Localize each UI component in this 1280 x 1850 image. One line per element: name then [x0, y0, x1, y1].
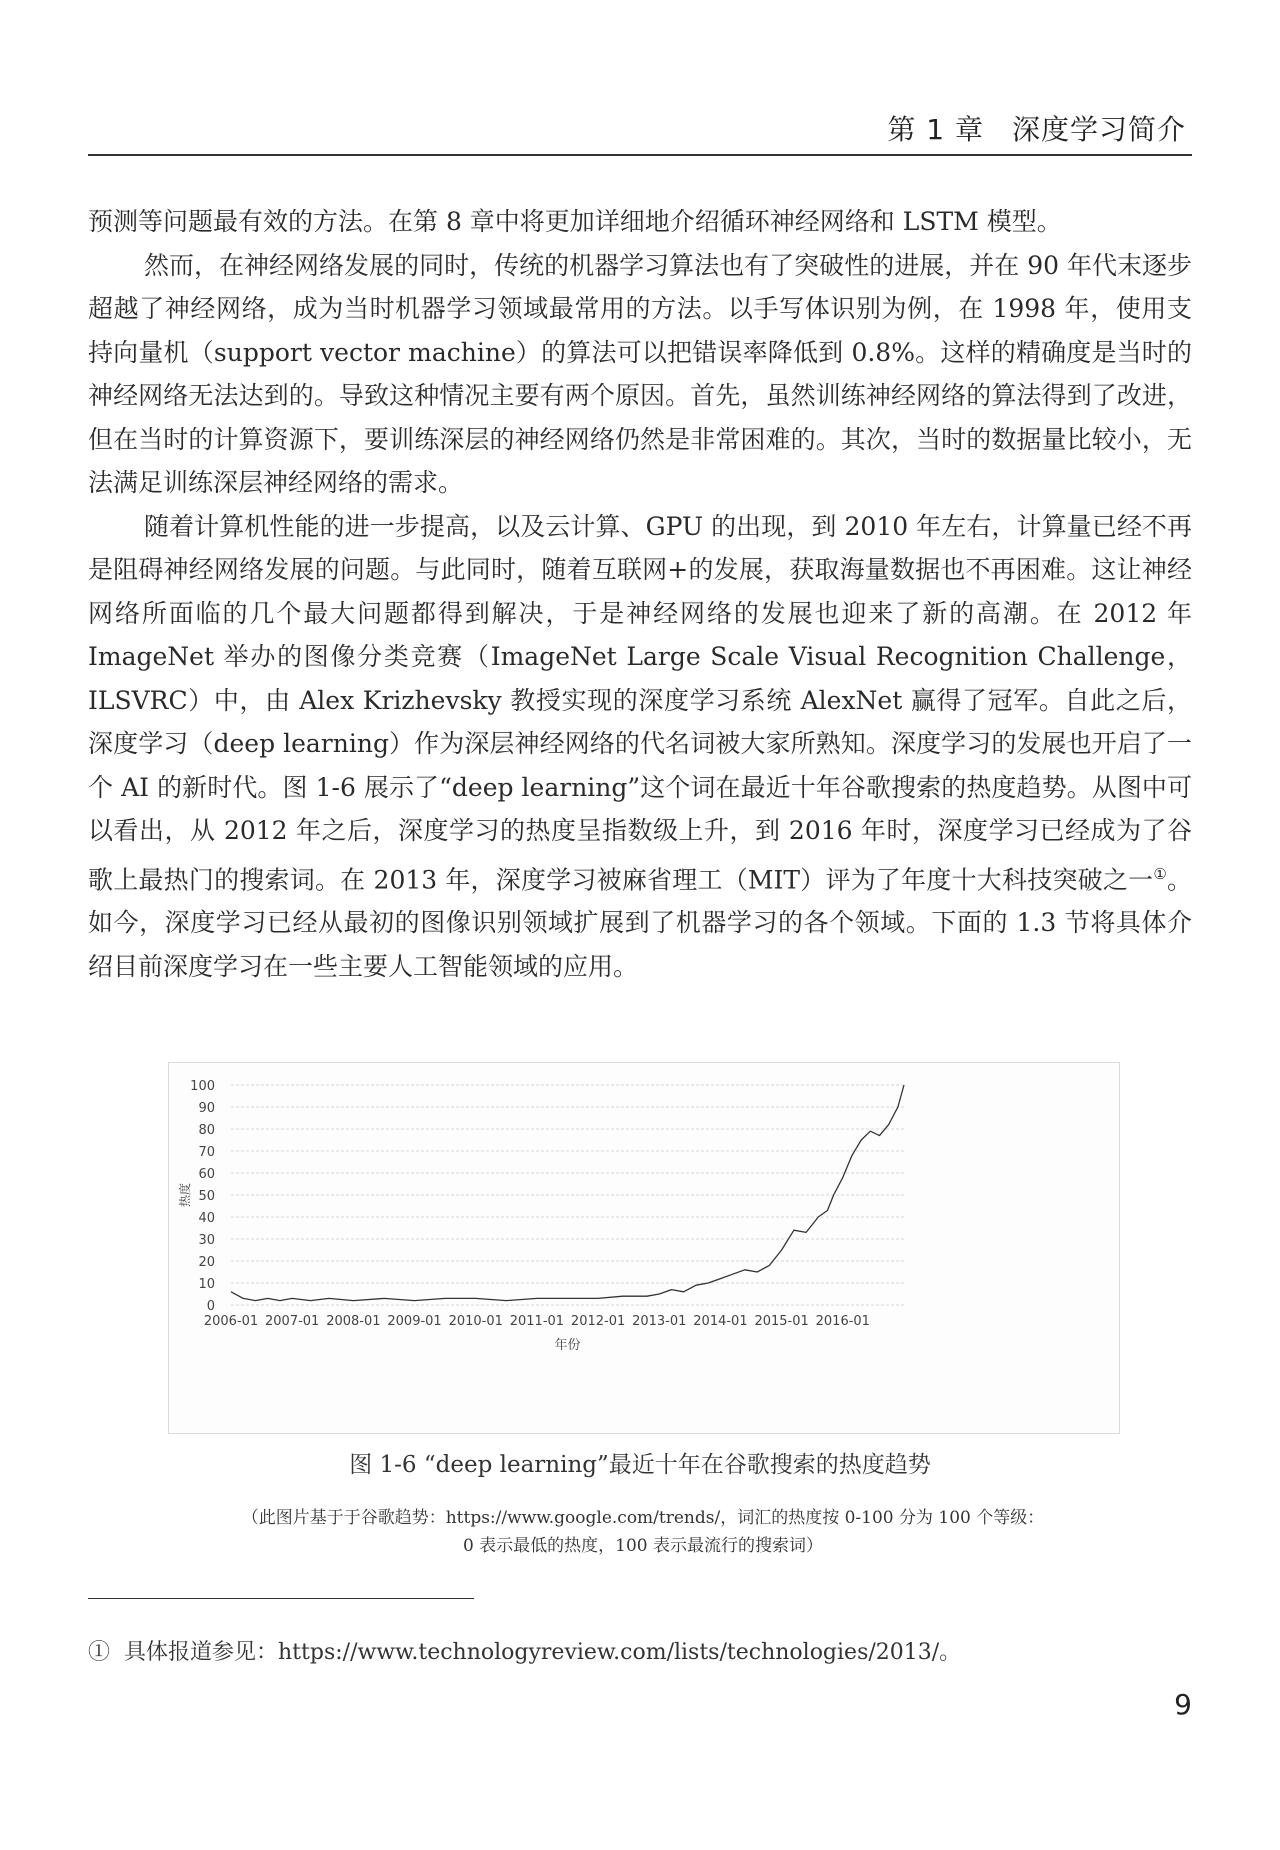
y-tick-label-3: 30: [198, 1233, 215, 1248]
y-tick-label-7: 70: [198, 1145, 215, 1160]
trend-chart: [168, 1062, 1120, 1434]
chapter-number: 第 1 章: [887, 113, 984, 146]
x-tick-label-1: 2007-01: [265, 1314, 320, 1329]
y-tick-label-1: 10: [198, 1277, 215, 1292]
x-tick-label-8: 2014-01: [693, 1314, 748, 1329]
x-tick-label-5: 2011-01: [509, 1314, 565, 1329]
chart-canvas: [169, 1063, 1119, 1433]
y-tick-label-4: 40: [198, 1211, 215, 1226]
y-tick-label-9: 90: [198, 1101, 215, 1116]
y-tick-label-6: 60: [198, 1167, 215, 1182]
paragraph-deep-learning: [88, 505, 1192, 989]
series-line: [231, 1085, 904, 1301]
figure-note-line1: （此图片基于于谷歌趋势：https://www.google.com/trends/，词汇的热度按 0-100 分为 100 个等级：: [241, 1508, 1045, 1528]
running-header: [88, 108, 1192, 156]
paragraph-text-end: 。如今，深度学习已经从最初的图像识别领域扩展到了机器学习的各个领域。下面的 1.3 节将具体介绍目前深度学习在一些主要人工智能领域的应用。: [88, 864, 1192, 981]
chapter-title: 深度学习简介: [1011, 113, 1186, 146]
x-tick-label-7: 2013-01: [632, 1314, 687, 1329]
paragraph-svm: 然而，在神经网络发展的同时，传统的机器学习算法也有了突破性的进展，并在 90 年代末逐步超越了神经网络，成为当时机器学习领域最常用的方法。以手写体识别为例，在 1998 年，使用支持向量机（support vector machine）的算法可以把错误率降低到 0.8%。这样的精确度是当时的神经网络无法达到的。导致这种情况主要有两个原因。首先，虽然训练神经网络的算法得到了改进，但在当时的计算资源下，要训练深层的神经网络仍然是非常困难的。其次，当时的数据量比较小，无法满足训练深层神经网络的需求。: [88, 250, 1192, 497]
x-tick-label-9: 2015-01: [754, 1314, 809, 1329]
y-tick-label-8: 80: [198, 1123, 215, 1138]
footnote-marker: ①: [88, 1640, 111, 1665]
x-axis-label: 年份: [554, 1338, 581, 1353]
figure-note: [168, 1504, 1118, 1560]
x-tick-label-10: 2016-01: [815, 1314, 870, 1329]
page-number: 9: [1174, 1688, 1192, 1721]
x-tick-label-2: 2008-01: [326, 1314, 381, 1329]
y-tick-label-10: 100: [190, 1079, 215, 1094]
x-tick-label-3: 2009-01: [387, 1314, 442, 1329]
footnote-reference[interactable]: ①: [1153, 864, 1167, 883]
y-tick-label-0: 0: [206, 1299, 215, 1314]
paragraph-continued: 预测等问题最有效的方法。在第 8 章中将更加详细地介绍循环神经网络和 LSTM 模型。: [88, 207, 1062, 236]
paragraph-text: 随着计算机性能的进一步提高，以及云计算、GPU 的出现，到 2010 年左右，计算量已经不再是阻碍神经网络发展的问题。与此同时，随着互联网+的发展，获取海量数据也不再困难。这让神经网络所面临的几个最大问题都得到解决，于是神经网络的发展也迎来了新的高潮。在 2012 年 ImageNet 举办的图像分类竞赛（ImageNet Large Scale Visual Recognition Challenge，ILSVRC）中，由 Alex Krizhevsky 教授实现的深度学习系统 AlexNet 赢得了冠军。自此之后，深度学习（deep learning）作为深层神经网络的代名词被大家所熟知。深度学习的发展也开启了一个 AI 的新时代。图 1-6 展示了“deep learning”这个词在最近十年谷歌搜索的热度趋势。从图中可以看出，从 2012 年之后，深度学习的热度呈指数级上升，到 2016 年时，深度学习已经成为了谷歌上最热门的搜索词。在 2013 年，深度学习被麻省理工（MIT）评为了年度十大科技突破之一: [88, 511, 1192, 894]
figure-caption: 图 1-6 “deep learning”最近十年在谷歌搜索的热度趋势: [349, 1452, 931, 1478]
chapter-heading: [887, 108, 1186, 148]
y-axis-label: 热度: [178, 1182, 192, 1208]
x-tick-label-6: 2012-01: [570, 1314, 626, 1329]
x-tick-label-0: 2006-01: [203, 1314, 259, 1329]
figure-note-line2: 0 表示最低的热度，100 表示最流行的搜索词）: [462, 1536, 824, 1556]
y-tick-label-5: 50: [198, 1189, 215, 1204]
body-text: [88, 200, 1192, 988]
footnote-text: 具体报道参见：https://www.technologyreview.com/lists/technologies/2013/。: [124, 1640, 962, 1665]
y-tick-label-2: 20: [198, 1255, 215, 1270]
footnote: [88, 1635, 961, 1666]
footnote-divider: [88, 1598, 474, 1599]
x-tick-label-4: 2010-01: [448, 1314, 503, 1329]
